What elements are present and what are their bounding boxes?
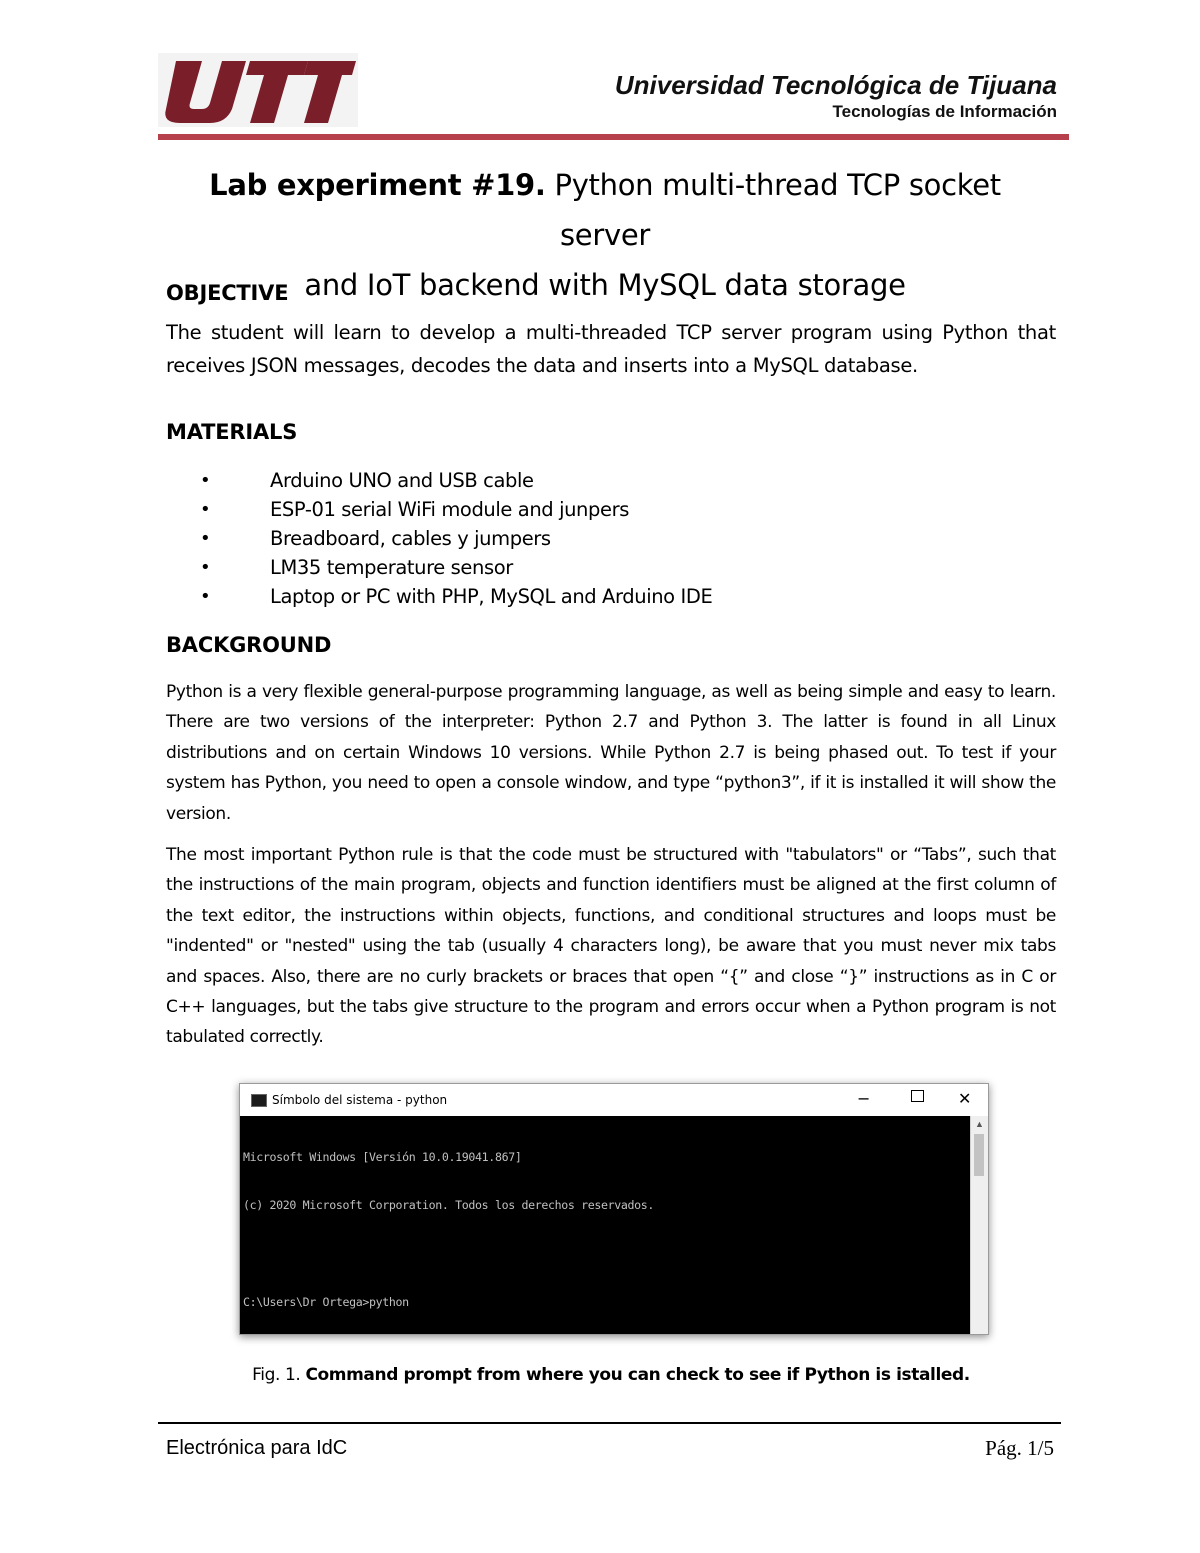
- console-titlebar: [240, 1084, 988, 1116]
- bullet: •: [200, 528, 211, 549]
- title-line-2: and IoT backend with MySQL data storage: [304, 268, 906, 302]
- bullet: •: [200, 499, 211, 520]
- title-text-1: Python multi-thread TCP socket server: [554, 168, 1001, 252]
- background-heading: BACKGROUND: [166, 633, 332, 657]
- objective-text: The student will learn to develop a multi-threaded TCP server program using Python that receives JSON messages, decodes the data and inserts into a MySQL database.: [166, 321, 1056, 377]
- background-paragraph-1: Python is a very flexible general-purpose programming language, as well as being simple and easy to learn. There are two versions of the interpreter: Python 2.7 and Python 3. The latter is found in all Linux distributions and on certain Windows 10 versions. While Python 2.7 is being phased out. To test if your system has Python, you need to open a console window, and type “python3”, if it is installed it will show the version.: [166, 682, 1056, 824]
- maximize-button[interactable]: [911, 1090, 924, 1102]
- material-item: ESP-01 serial WiFi module and junpers: [270, 498, 629, 521]
- bullet: •: [200, 586, 211, 607]
- console-line: (c) 2020 Microsoft Corporation. Todos los derechos reservados.: [243, 1198, 655, 1213]
- material-item: LM35 temperature sensor: [270, 556, 513, 579]
- scroll-up-arrow-icon[interactable]: ▲: [975, 1119, 984, 1129]
- console-scrollbar[interactable]: [970, 1116, 988, 1334]
- console-output: [243, 1117, 969, 1335]
- bullet: •: [200, 557, 211, 578]
- material-item: Arduino UNO and USB cable: [270, 469, 534, 492]
- department-name: Tecnologías de Información: [832, 102, 1057, 121]
- console-title: Símbolo del sistema - python: [272, 1093, 448, 1107]
- title-line-1: [160, 160, 1050, 260]
- document-title: [160, 160, 1050, 310]
- console-line: Microsoft Windows [Versión 10.0.19041.867]: [243, 1150, 522, 1165]
- terminal-icon: [251, 1094, 267, 1107]
- bullet: •: [200, 470, 211, 491]
- console-line: C:\Users\Dr Ortega>python: [243, 1295, 409, 1310]
- close-button[interactable]: ✕: [958, 1089, 972, 1108]
- minimize-button[interactable]: −: [857, 1089, 871, 1108]
- console-window: [239, 1083, 989, 1335]
- university-name: Universidad Tecnológica de Tijuana: [614, 70, 1057, 100]
- page-number: Pág. 1/5: [985, 1436, 1054, 1460]
- figure-label: Fig. 1.: [252, 1365, 301, 1385]
- header-divider: [158, 134, 1069, 140]
- footer-divider: [158, 1422, 1061, 1424]
- console-line: [243, 1246, 969, 1262]
- utt-logo: [158, 53, 358, 127]
- scrollbar-thumb[interactable]: [974, 1134, 984, 1176]
- materials-heading: MATERIALS: [166, 420, 298, 444]
- material-item: Laptop or PC with PHP, MySQL and Arduino IDE: [270, 585, 713, 608]
- figure-caption-text: Command prompt from where you can check to see if Python is istalled.: [305, 1365, 970, 1385]
- footer-course: Electrónica para IdC: [166, 1437, 348, 1459]
- figure-caption: [0, 1365, 1200, 1385]
- objective-heading: OBJECTIVE: [166, 281, 289, 305]
- title-label: Lab experiment #19.: [209, 168, 546, 202]
- background-paragraph-2: The most important Python rule is that the code must be structured with "tabulators" or “Tabs”, such that the instructions of the main program, objects and function identifiers must be aligned at the first column of the text editor, the instructions within objects, functions, and conditional structures and loops must be "indented" or "nested" using the tab (usually 4 characters long), be aware that you must never mix tabs and spaces. Also, there are no curly brackets or braces that open “{” and close “}” instructions as in C or C++ languages, but the tabs give structure to the program and errors occur when a Python program is not tabulated correctly.: [166, 845, 1056, 1048]
- material-item: Breadboard, cables y jumpers: [270, 527, 551, 550]
